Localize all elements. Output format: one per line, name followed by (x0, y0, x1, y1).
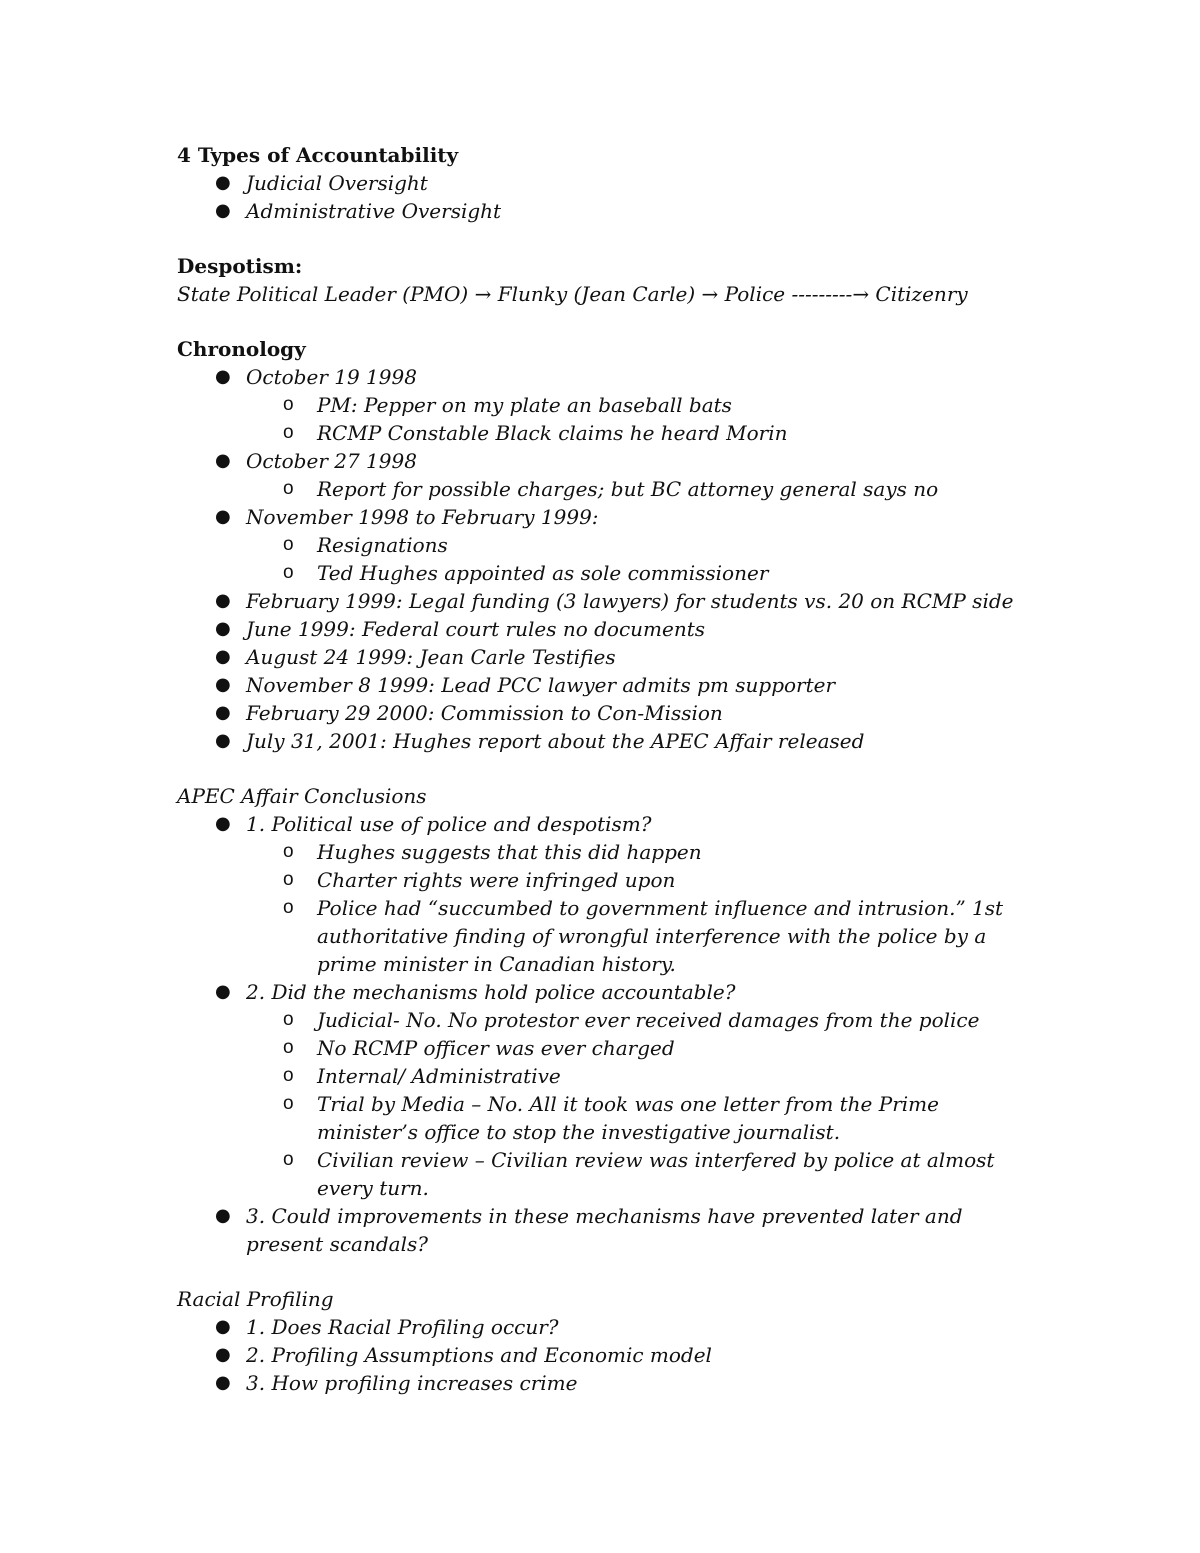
list-item: ● October 27 1998 o Report for possible charges; but BC attorney general says no (177, 447, 1037, 503)
list-item: ● July 31, 2001: Hughes report about the APEC Affair released (215, 729, 865, 753)
sub-list-item: o Judicial- No. No protestor ever received damages from the police (283, 1008, 980, 1032)
list-item: ● February 29 2000: Commission to Con-Mission (215, 701, 723, 725)
bullet-icon: ● (215, 366, 231, 387)
sub-list (246, 475, 1037, 503)
profiling-heading: Racial Profiling (177, 1287, 334, 1311)
circle-bullet-icon: o (283, 1009, 294, 1030)
accountability-list (177, 169, 1037, 225)
circle-bullet-icon: o (283, 869, 294, 890)
despotism-chain: State Political Leader (PMO) → Flunky (Jean Carle) → Police ---------→ Citizenry (177, 282, 968, 306)
sub-list (246, 531, 1037, 587)
bullet-icon: ● (215, 1205, 231, 1226)
despotism-heading: Despotism: (177, 254, 303, 278)
bullet-icon: ● (215, 172, 231, 193)
circle-bullet-icon: o (283, 394, 294, 415)
sub-list-item: o No RCMP officer was ever charged (283, 1036, 675, 1060)
apec-list (177, 810, 1037, 1258)
sub-list (246, 1006, 1037, 1202)
sub-list-item: o Report for possible charges; but BC attorney general says no (283, 477, 939, 501)
list-item: ● 3. How profiling increases crime (215, 1371, 578, 1395)
circle-bullet-icon: o (283, 1065, 294, 1086)
sub-list-item: o PM: Pepper on my plate an baseball bats (283, 393, 732, 417)
document-content (177, 141, 1037, 1397)
list-item: ● 3. Could improvements in these mechanisms have prevented later and present scandals? (215, 1204, 963, 1256)
circle-bullet-icon: o (283, 1037, 294, 1058)
bullet-icon: ● (215, 1372, 231, 1393)
sub-list-item: o Ted Hughes appointed as sole commissioner (283, 561, 769, 585)
list-item: ● Administrative Oversight (215, 199, 502, 223)
bullet-icon: ● (215, 590, 231, 611)
bullet-icon: ● (215, 730, 231, 751)
list-item: ● 2. Did the mechanisms hold police accountable? o Judicial- No. No protestor ever received damages from the police o No RCMP officer was ever charged o Internal/ Administrative o Trial by Media – No. All it took was one letter from the Prime minister’s office to stop the investigative journalist. o Civilian review – Civilian review was interfered by police at almost every turn. (177, 978, 1037, 1202)
bullet-icon: ● (215, 450, 231, 471)
bullet-icon: ● (215, 646, 231, 667)
circle-bullet-icon: o (283, 841, 294, 862)
list-item: ● August 24 1999: Jean Carle Testifies (215, 645, 616, 669)
bullet-icon: ● (215, 674, 231, 695)
bullet-icon: ● (215, 981, 231, 1002)
list-item: ● 2. Profiling Assumptions and Economic model (215, 1343, 712, 1367)
circle-bullet-icon: o (283, 478, 294, 499)
bullet-icon: ● (215, 813, 231, 834)
bullet-icon: ● (215, 702, 231, 723)
list-item: ● Judicial Oversight (215, 171, 428, 195)
circle-bullet-icon: o (283, 534, 294, 555)
accountability-heading: 4 Types of Accountability (177, 143, 459, 167)
bullet-icon: ● (215, 618, 231, 639)
list-item: ● 1. Does Racial Profiling occur? (215, 1315, 559, 1339)
sub-list (246, 391, 1037, 447)
bullet-icon: ● (215, 1316, 231, 1337)
apec-heading: APEC Affair Conclusions (177, 784, 427, 808)
chronology-list (177, 363, 1037, 755)
sub-list-item: o Charter rights were infringed upon (283, 868, 676, 892)
bullet-icon: ● (215, 1344, 231, 1365)
sub-list-item: o Hughes suggests that this did happen (283, 840, 702, 864)
list-item: ● February 1999: Legal funding (3 lawyers) for students vs. 20 on RCMP side (215, 589, 1014, 613)
sub-list-item: o Trial by Media – No. All it took was one letter from the Prime minister’s office to stop the investigative journalist. (283, 1092, 939, 1144)
circle-bullet-icon: o (283, 1093, 294, 1114)
circle-bullet-icon: o (283, 897, 294, 918)
bullet-icon: ● (215, 506, 231, 527)
sub-list (246, 838, 1037, 978)
sub-list-item: o RCMP Constable Black claims he heard Morin (283, 421, 788, 445)
circle-bullet-icon: o (283, 1149, 294, 1170)
circle-bullet-icon: o (283, 562, 294, 583)
list-item: ● 1. Political use of police and despotism? o Hughes suggests that this did happen o Charter rights were infringed upon o Police had “succumbed to government influence and intrusion.” 1st authoritative finding of wrongful interference with the police by a prime minister in Canadian history. (177, 810, 1037, 978)
chronology-heading: Chronology (177, 337, 306, 361)
sub-list-item: o Resignations (283, 533, 448, 557)
sub-list-item: o Civilian review – Civilian review was interfered by police at almost every turn. (283, 1148, 995, 1200)
bullet-icon: ● (215, 200, 231, 221)
list-item: ● October 19 1998 o PM: Pepper on my plate an baseball bats o RCMP Constable Black claims he heard Morin (177, 363, 1037, 447)
list-item: ● June 1999: Federal court rules no documents (215, 617, 706, 641)
sub-list-item: o Internal/ Administrative (283, 1064, 561, 1088)
sub-list-item: o Police had “succumbed to government influence and intrusion.” 1st authoritative finding of wrongful interference with the police by a prime minister in Canadian history. (283, 896, 1004, 976)
list-item: ● November 8 1999: Lead PCC lawyer admits pm supporter (215, 673, 836, 697)
circle-bullet-icon: o (283, 422, 294, 443)
list-item: ● November 1998 to February 1999: o Resignations o Ted Hughes appointed as sole commissioner (177, 503, 1037, 587)
profiling-list (177, 1313, 1037, 1397)
